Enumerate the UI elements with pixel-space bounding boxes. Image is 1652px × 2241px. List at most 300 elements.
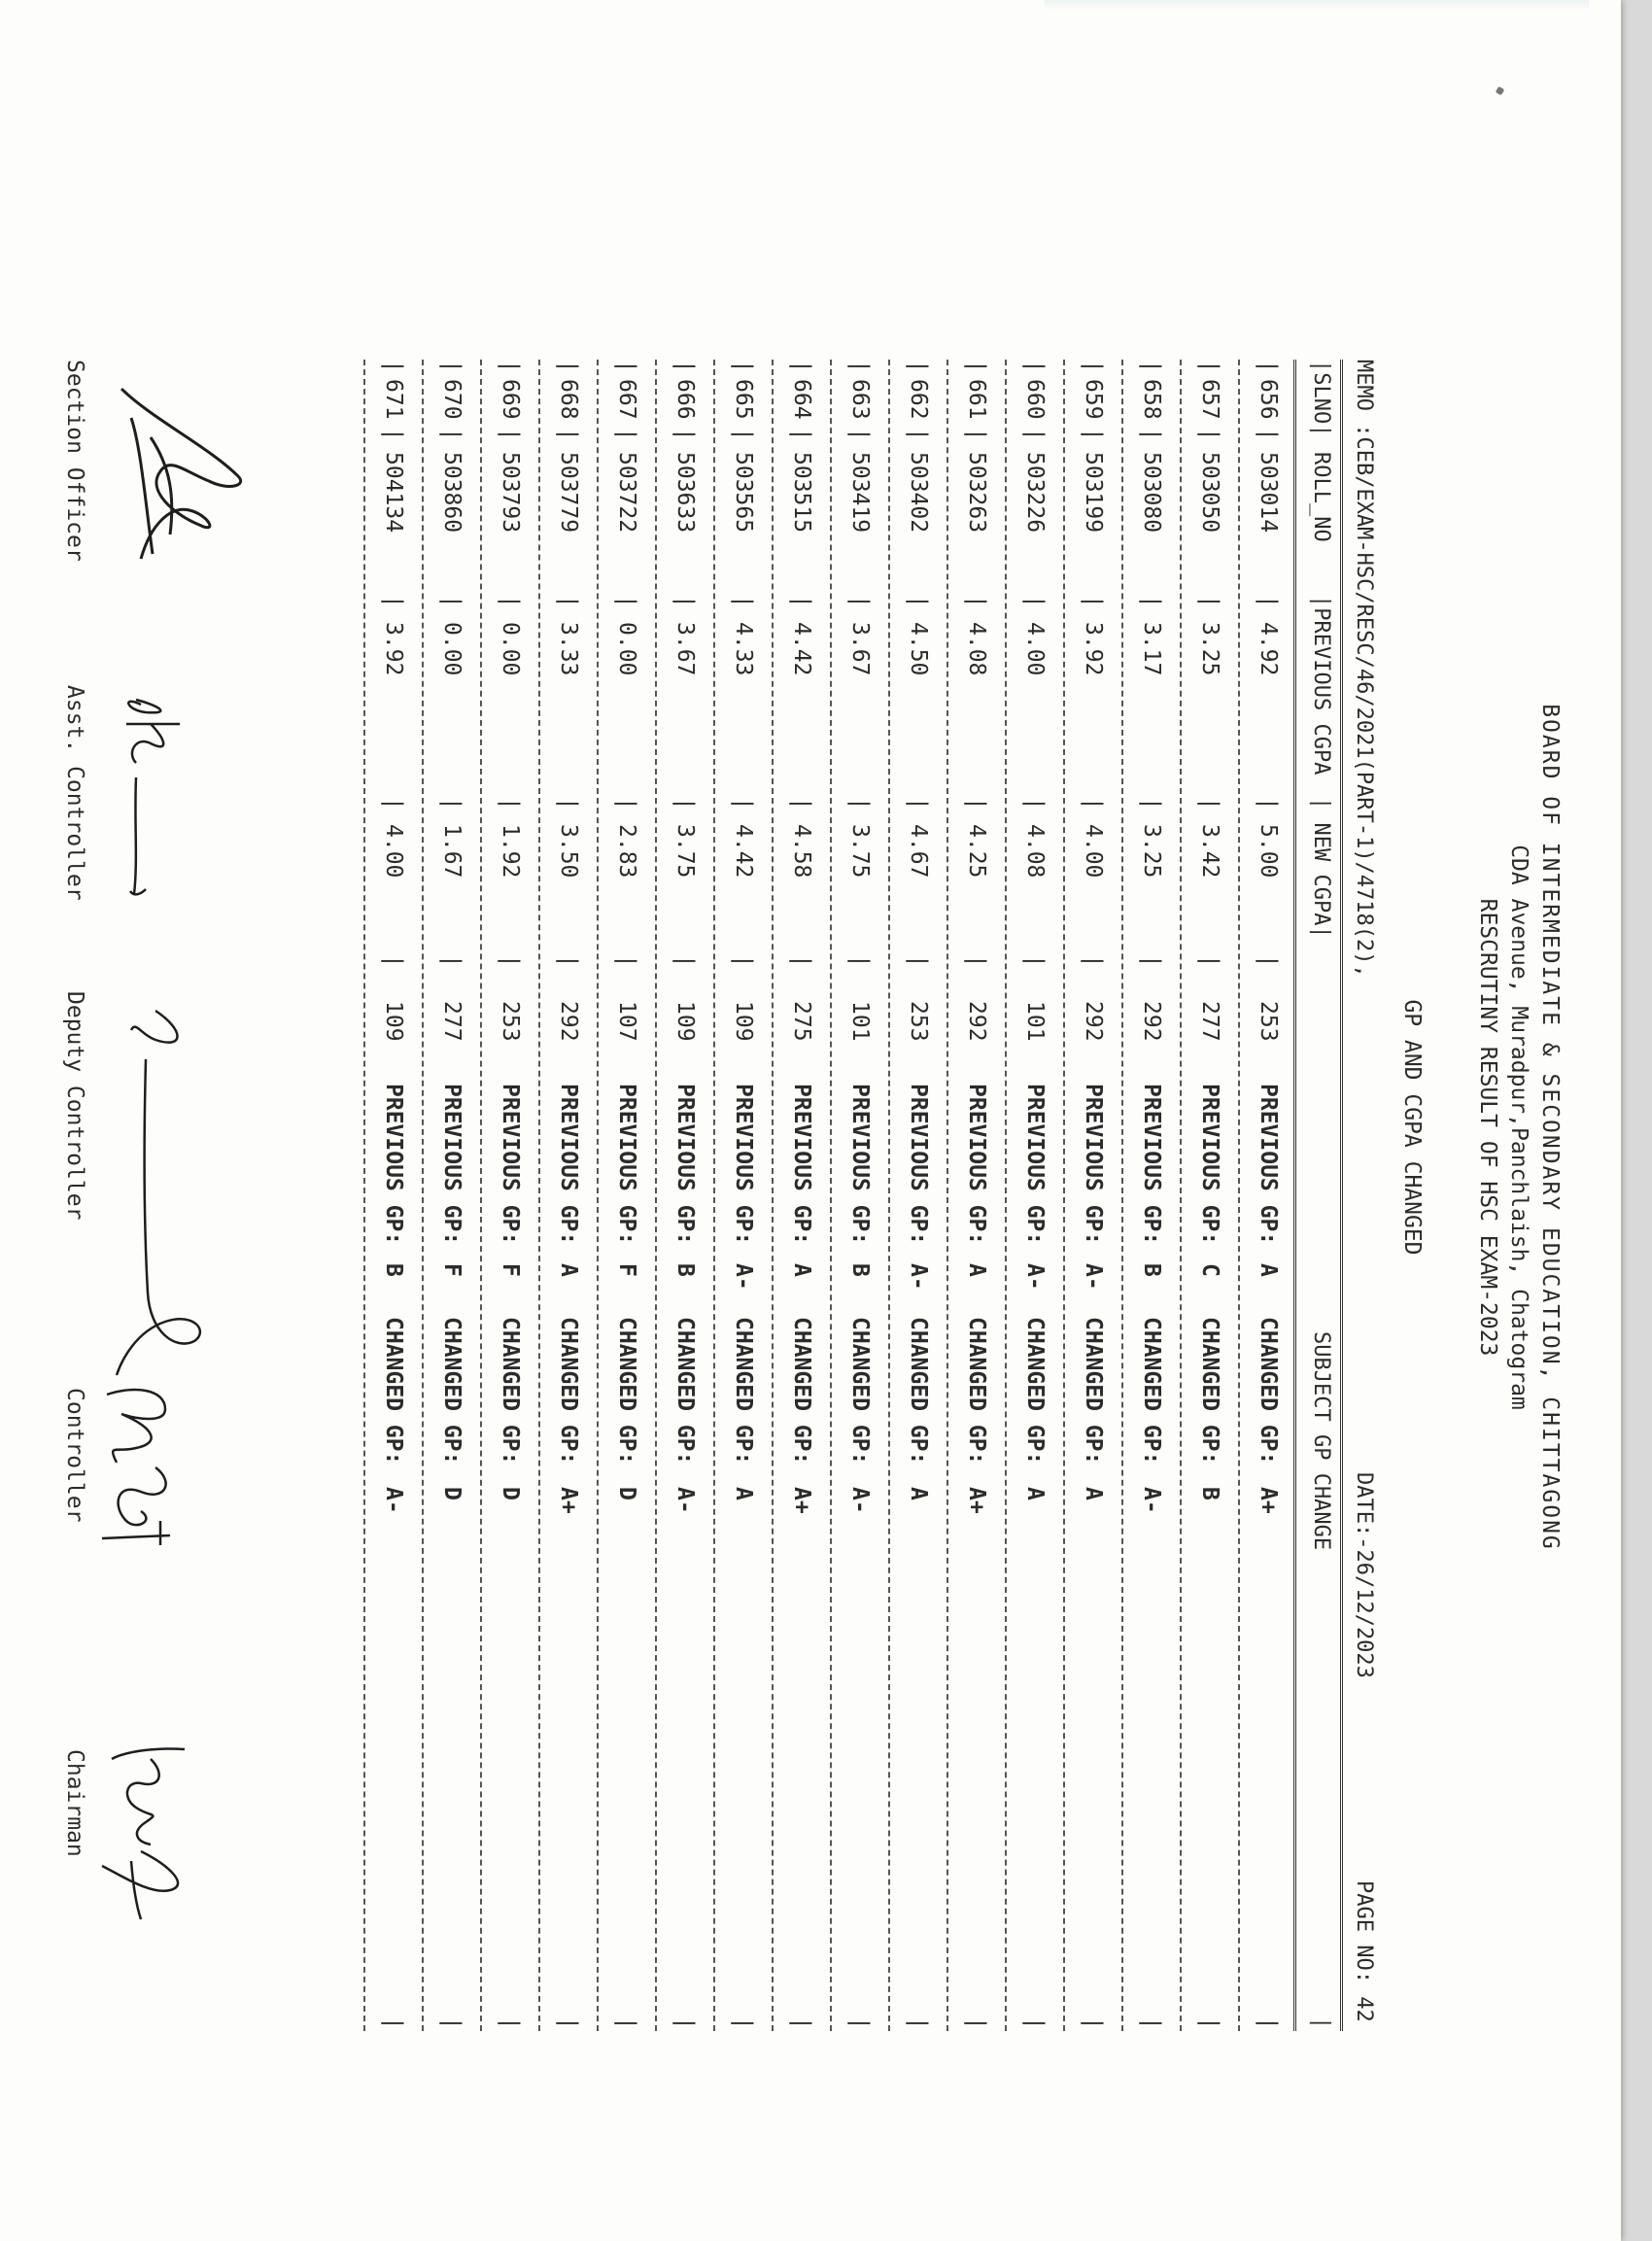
row-bar: | [614, 797, 639, 810]
row-bar: | [1139, 2017, 1164, 2030]
row-previous-gp: F [498, 1263, 523, 1277]
row-new-cgpa: 5.00 [1256, 824, 1281, 879]
row-previous-cgpa: 3.92 [1081, 622, 1106, 676]
row-previous-gp: B [847, 1263, 873, 1277]
row-bar: | [906, 595, 931, 608]
row-bar: | [498, 2017, 523, 2030]
row-changed-gp: A- [672, 1487, 698, 1514]
row-subject-code: 109 [672, 1001, 698, 1042]
row-previous-gp: A [964, 1263, 989, 1277]
row-changed-gp: A [906, 1487, 931, 1500]
row-bar: | [614, 428, 639, 441]
row-new-cgpa: 4.25 [964, 824, 989, 879]
row-subject-code: 292 [964, 1001, 989, 1042]
row-bar: | [906, 360, 931, 373]
row-bar: | [1197, 954, 1222, 968]
deputy-controller-signature [107, 991, 214, 1380]
row-subject-code: 109 [381, 1001, 406, 1042]
row-previous-gp: A [1256, 1263, 1281, 1277]
row-bar: | [1197, 360, 1222, 373]
row-new-cgpa: 1.92 [498, 824, 523, 879]
row-new-cgpa: 3.42 [1197, 824, 1222, 879]
row-previous-gp-label: PREVIOUS GP: [556, 1084, 581, 1246]
row-rule [480, 360, 482, 2031]
row-previous-cgpa: 3.67 [847, 622, 873, 676]
row-rule [655, 360, 657, 2031]
row-slno: 664 [789, 379, 814, 420]
row-previous-gp: B [381, 1263, 406, 1277]
row-previous-cgpa: 3.67 [672, 622, 698, 676]
row-changed-gp: A [731, 1487, 756, 1500]
row-bar: | [789, 797, 814, 810]
table-header-row [1294, 360, 1333, 2031]
row-bar: | [847, 2017, 873, 2030]
row-roll: 503080 [1139, 452, 1164, 534]
row-slno: 656 [1256, 379, 1281, 420]
row-changed-gp-label: CHANGED GP: [672, 1317, 698, 1465]
row-roll: 503722 [614, 452, 639, 534]
row-bar: | [1081, 797, 1106, 810]
row-subject-code: 107 [614, 1001, 639, 1042]
page-number: PAGE NO: 42 [1352, 1880, 1376, 2022]
row-bar: | [439, 2017, 465, 2030]
row-slno: 668 [556, 379, 581, 420]
row-bar: | [1256, 797, 1281, 810]
row-bar: | [847, 954, 873, 968]
row-bar: | [1022, 797, 1048, 810]
row-changed-gp: A+ [1256, 1487, 1281, 1514]
row-bar: | [381, 595, 406, 608]
row-previous-gp: B [1139, 1263, 1164, 1277]
table-row [775, 360, 814, 2031]
row-slno: 657 [1197, 379, 1222, 420]
row-bar: | [1256, 954, 1281, 968]
row-changed-gp-label: CHANGED GP: [906, 1317, 931, 1465]
row-changed-gp-label: CHANGED GP: [556, 1317, 581, 1465]
deputy-controller-label: Deputy Controller [62, 991, 87, 1221]
row-slno: 667 [614, 379, 639, 420]
row-changed-gp: B [1197, 1487, 1222, 1500]
row-rule [538, 360, 540, 2031]
row-bar: | [1022, 954, 1048, 968]
row-changed-gp-label: CHANGED GP: [381, 1317, 406, 1465]
row-changed-gp-label: CHANGED GP: [1197, 1317, 1222, 1465]
row-previous-cgpa: 3.25 [1197, 622, 1222, 676]
row-subject-code: 275 [789, 1001, 814, 1042]
row-bar: | [1081, 2017, 1106, 2030]
row-changed-gp: D [498, 1487, 523, 1500]
row-bar: | [1139, 428, 1164, 441]
row-roll: 503779 [556, 452, 581, 534]
row-previous-cgpa: 3.17 [1139, 622, 1164, 676]
row-bar: | [731, 360, 756, 373]
controller-label: Controller [62, 1388, 87, 1523]
row-bar: | [381, 797, 406, 810]
row-slno: 661 [964, 379, 989, 420]
row-previous-gp-label: PREVIOUS GP: [439, 1084, 465, 1246]
col-header-previous-cgpa: |PREVIOUS CGPA [1309, 595, 1333, 776]
row-previous-gp-label: PREVIOUS GP: [1256, 1084, 1281, 1246]
row-roll: 503226 [1022, 452, 1048, 534]
row-bar: | [1022, 428, 1048, 441]
row-rule [363, 360, 365, 2031]
row-previous-cgpa: 4.42 [789, 622, 814, 676]
row-subject-code: 101 [1022, 1001, 1048, 1042]
row-bar: | [556, 428, 581, 441]
row-previous-gp-label: PREVIOUS GP: [731, 1084, 756, 1246]
row-changed-gp-label: CHANGED GP: [731, 1317, 756, 1465]
row-bar: | [847, 428, 873, 441]
row-roll: 503050 [1197, 452, 1222, 534]
row-changed-gp: D [439, 1487, 465, 1500]
row-rule [1063, 360, 1065, 2031]
row-previous-gp-label: PREVIOUS GP: [1197, 1084, 1222, 1246]
row-slno: 671 [381, 379, 406, 420]
row-bar: | [439, 360, 465, 373]
row-bar: | [1139, 797, 1164, 810]
row-previous-gp-label: PREVIOUS GP: [906, 1084, 931, 1246]
row-bar: | [498, 428, 523, 441]
section-officer-signature [102, 379, 267, 573]
row-previous-gp: A [556, 1263, 581, 1277]
row-rule [1238, 360, 1240, 2031]
rotated-result-sheet [29, 155, 1594, 2099]
row-new-cgpa: 4.00 [381, 824, 406, 879]
table-row [484, 360, 523, 2031]
row-previous-gp: A- [1081, 1263, 1106, 1291]
row-bar: | [847, 595, 873, 608]
row-changed-gp-label: CHANGED GP: [614, 1317, 639, 1465]
row-changed-gp: A+ [556, 1487, 581, 1514]
row-slno: 659 [1081, 379, 1106, 420]
row-slno: 666 [672, 379, 698, 420]
row-bar: | [1197, 797, 1222, 810]
table-row [1125, 360, 1164, 2031]
row-bar: | [731, 428, 756, 441]
row-bar: | [789, 2017, 814, 2030]
row-previous-gp-label: PREVIOUS GP: [614, 1084, 639, 1246]
row-bar: | [847, 360, 873, 373]
memo-row [1343, 360, 1376, 2031]
row-rule [888, 360, 890, 2031]
row-bar: | [1256, 2017, 1281, 2030]
row-bar: | [498, 797, 523, 810]
row-bar: | [1139, 595, 1164, 608]
row-previous-gp-label: PREVIOUS GP: [789, 1084, 814, 1246]
row-bar: | [381, 2017, 406, 2030]
row-bar: | [731, 797, 756, 810]
row-changed-gp: A+ [964, 1487, 989, 1514]
row-changed-gp-label: CHANGED GP: [1139, 1317, 1164, 1465]
row-subject-code: 292 [556, 1001, 581, 1042]
row-changed-gp-label: CHANGED GP: [1256, 1317, 1281, 1465]
scan-edge [1045, 0, 1589, 10]
board-name: BOARD OF INTERMEDIATE & SECONDARY EDUCATION, CHITTAGONG [1537, 704, 1563, 1551]
row-previous-gp: A- [1022, 1263, 1048, 1291]
chairman-signature [87, 1730, 209, 1924]
row-bar: | [1022, 2017, 1048, 2030]
row-roll: 504134 [381, 452, 406, 534]
row-changed-gp: A [1022, 1487, 1048, 1500]
row-slno: 663 [847, 379, 873, 420]
row-subject-code: 109 [731, 1001, 756, 1042]
controller-signature [78, 1375, 194, 1569]
table-row [1242, 360, 1281, 2031]
row-roll: 503199 [1081, 452, 1106, 534]
row-roll: 503793 [498, 452, 523, 534]
row-slno: 662 [906, 379, 931, 420]
row-bar: | [556, 797, 581, 810]
row-bar: | [789, 428, 814, 441]
row-new-cgpa: 3.25 [1139, 824, 1164, 879]
row-bar: | [1197, 428, 1222, 441]
table-row [717, 360, 756, 2031]
row-changed-gp: A+ [789, 1487, 814, 1514]
table-row [659, 360, 698, 2031]
row-bar: | [439, 595, 465, 608]
table-row [892, 360, 931, 2031]
row-subject-code: 253 [906, 1001, 931, 1042]
table-row [542, 360, 581, 2031]
row-rule [1005, 360, 1007, 2031]
row-changed-gp: A- [381, 1487, 406, 1514]
row-new-cgpa: 3.50 [556, 824, 581, 879]
row-bar: | [556, 954, 581, 968]
row-new-cgpa: 4.00 [1081, 824, 1106, 879]
row-bar: | [672, 595, 698, 608]
row-previous-cgpa: 0.00 [439, 622, 465, 676]
row-bar: | [672, 360, 698, 373]
row-changed-gp-label: CHANGED GP: [1081, 1317, 1106, 1465]
row-bar: | [731, 2017, 756, 2030]
row-bar: | [1022, 595, 1048, 608]
row-previous-cgpa: 4.33 [731, 622, 756, 676]
row-new-cgpa: 2.83 [614, 824, 639, 879]
row-previous-gp-label: PREVIOUS GP: [672, 1084, 698, 1246]
row-changed-gp: A- [1139, 1487, 1164, 1514]
row-bar: | [964, 797, 989, 810]
row-roll: 503419 [847, 452, 873, 534]
table-row [1184, 360, 1222, 2031]
row-new-cgpa: 4.08 [1022, 824, 1048, 879]
row-bar: | [672, 428, 698, 441]
row-previous-cgpa: 0.00 [498, 622, 523, 676]
col-header-roll: ROLL_NO [1309, 452, 1333, 542]
row-previous-cgpa: 4.92 [1256, 622, 1281, 676]
section-title: GP AND CGPA CHANGED [1399, 999, 1425, 1256]
row-previous-gp: A- [906, 1263, 931, 1291]
row-roll: 503860 [439, 452, 465, 534]
row-bar: | [614, 360, 639, 373]
row-previous-gp-label: PREVIOUS GP: [1022, 1084, 1048, 1246]
row-previous-gp-label: PREVIOUS GP: [964, 1084, 989, 1246]
row-bar: | [906, 2017, 931, 2030]
row-previous-cgpa: 4.08 [964, 622, 989, 676]
result-title: RESCRUTINY RESULT OF HSC EXAM-2023 [1475, 898, 1500, 1357]
row-changed-gp: A [1081, 1487, 1106, 1500]
row-bar: | [381, 428, 406, 441]
row-bar: | [1081, 595, 1106, 608]
row-previous-gp: F [439, 1263, 465, 1277]
row-bar: | [1081, 360, 1106, 373]
table-header-rule [1293, 360, 1296, 2031]
row-rule [1180, 360, 1182, 2031]
row-new-cgpa: 3.75 [847, 824, 873, 879]
row-bar: | [847, 797, 873, 810]
row-bar: | [439, 954, 465, 968]
row-bar: | [1256, 428, 1281, 441]
row-bar: | [1256, 595, 1281, 608]
row-bar: | [439, 797, 465, 810]
row-previous-gp: F [614, 1263, 639, 1277]
table-row [426, 360, 465, 2031]
row-rule [1121, 360, 1123, 2031]
row-bar: | [498, 360, 523, 373]
memo-number: MEMO :CEB/EXAM-HSC/RESC/46/2021(PART-1)/4718(2), [1352, 360, 1376, 978]
asst-controller-label: Asst. Controller [62, 685, 87, 901]
asst-controller-signature [107, 685, 194, 909]
row-new-cgpa: 4.42 [731, 824, 756, 879]
row-changed-gp-label: CHANGED GP: [964, 1317, 989, 1465]
row-bar: | [964, 360, 989, 373]
row-bar: | [672, 797, 698, 810]
row-new-cgpa: 1.67 [439, 824, 465, 879]
row-bar: | [1081, 428, 1106, 441]
row-slno: 658 [1139, 379, 1164, 420]
row-new-cgpa: 3.75 [672, 824, 698, 879]
row-previous-gp-label: PREVIOUS GP: [1139, 1084, 1164, 1246]
row-bar: | [614, 2017, 639, 2030]
row-bar: | [614, 954, 639, 968]
row-previous-gp: C [1197, 1263, 1222, 1277]
row-slno: 669 [498, 379, 523, 420]
row-previous-gp: B [672, 1263, 698, 1277]
row-roll: 503515 [789, 452, 814, 534]
row-bar: | [1197, 595, 1222, 608]
row-previous-gp-label: PREVIOUS GP: [847, 1084, 873, 1246]
row-roll: 503263 [964, 452, 989, 534]
row-bar: | [381, 954, 406, 968]
table-row [1067, 360, 1106, 2031]
row-rule [772, 360, 774, 2031]
row-bar: | [498, 954, 523, 968]
col-header-end: | [1309, 2017, 1333, 2030]
table-top-rule [1340, 360, 1343, 2031]
section-officer-label: Section Officer [62, 360, 87, 562]
row-subject-code: 277 [439, 1001, 465, 1042]
row-changed-gp: A- [847, 1487, 873, 1514]
col-header-subject-gp-change: SUBJECT GP CHANGE [1309, 1331, 1333, 1551]
row-bar: | [1081, 954, 1106, 968]
row-previous-gp-label: PREVIOUS GP: [498, 1084, 523, 1246]
row-bar: | [556, 360, 581, 373]
row-changed-gp-label: CHANGED GP: [789, 1317, 814, 1465]
row-previous-cgpa: 4.50 [906, 622, 931, 676]
row-bar: | [439, 428, 465, 441]
table-row [601, 360, 639, 2031]
row-bar: | [906, 428, 931, 441]
table-row [950, 360, 989, 2031]
row-bar: | [906, 797, 931, 810]
row-previous-gp-label: PREVIOUS GP: [1081, 1084, 1106, 1246]
row-changed-gp-label: CHANGED GP: [439, 1317, 465, 1465]
row-previous-cgpa: 4.00 [1022, 622, 1048, 676]
row-bar: | [381, 360, 406, 373]
row-bar: | [789, 954, 814, 968]
row-bar: | [556, 595, 581, 608]
row-roll: 503565 [731, 452, 756, 534]
row-bar: | [672, 2017, 698, 2030]
row-changed-gp-label: CHANGED GP: [847, 1317, 873, 1465]
row-slno: 660 [1022, 379, 1048, 420]
row-bar: | [964, 428, 989, 441]
row-new-cgpa: 4.58 [789, 824, 814, 879]
row-bar: | [964, 595, 989, 608]
chairman-label: Chairman [62, 1749, 87, 1857]
row-bar: | [964, 2017, 989, 2030]
row-previous-cgpa: 3.92 [381, 622, 406, 676]
row-roll: 503402 [906, 452, 931, 534]
row-changed-gp-label: CHANGED GP: [1022, 1317, 1048, 1465]
row-bar: | [1022, 360, 1048, 373]
row-bar: | [498, 595, 523, 608]
row-bar: | [556, 2017, 581, 2030]
row-previous-gp-label: PREVIOUS GP: [381, 1084, 406, 1246]
row-bar: | [672, 954, 698, 968]
row-previous-cgpa: 3.33 [556, 622, 581, 676]
row-changed-gp-label: CHANGED GP: [498, 1317, 523, 1465]
row-slno: 670 [439, 379, 465, 420]
row-previous-gp: A [789, 1263, 814, 1277]
row-rule [946, 360, 948, 2031]
row-bar: | [789, 595, 814, 608]
row-bar: | [731, 954, 756, 968]
row-bar: | [789, 360, 814, 373]
row-bar: | [1197, 2017, 1222, 2030]
row-bar: | [731, 595, 756, 608]
row-roll: 503633 [672, 452, 698, 534]
row-slno: 665 [731, 379, 756, 420]
row-subject-code: 277 [1197, 1001, 1222, 1042]
table-row [834, 360, 873, 2031]
col-header-new-cgpa: | NEW CGPA| [1309, 797, 1333, 939]
row-changed-gp: D [614, 1487, 639, 1500]
row-subject-code: 253 [1256, 1001, 1281, 1042]
table-row [367, 360, 406, 2031]
col-header-slno: |SLNO| [1309, 360, 1333, 437]
row-subject-code: 292 [1081, 1001, 1106, 1042]
scan-speck [1496, 86, 1505, 96]
row-previous-gp: A- [731, 1263, 756, 1291]
row-rule [713, 360, 715, 2031]
row-new-cgpa: 4.67 [906, 824, 931, 879]
row-rule [597, 360, 599, 2031]
row-previous-cgpa: 0.00 [614, 622, 639, 676]
row-roll: 503014 [1256, 452, 1281, 534]
row-rule [422, 360, 424, 2031]
row-subject-code: 101 [847, 1001, 873, 1042]
row-bar: | [1139, 954, 1164, 968]
row-subject-code: 253 [498, 1001, 523, 1042]
memo-date: DATE:-26/12/2023 [1352, 1472, 1376, 1678]
row-bar: | [1139, 360, 1164, 373]
row-subject-code: 292 [1139, 1001, 1164, 1042]
table-row [1009, 360, 1048, 2031]
row-bar: | [906, 954, 931, 968]
row-rule [830, 360, 832, 2031]
row-bar: | [614, 595, 639, 608]
board-address: CDA Avenue, Muradpur,Panchlaish, Chatogram [1506, 845, 1532, 1410]
